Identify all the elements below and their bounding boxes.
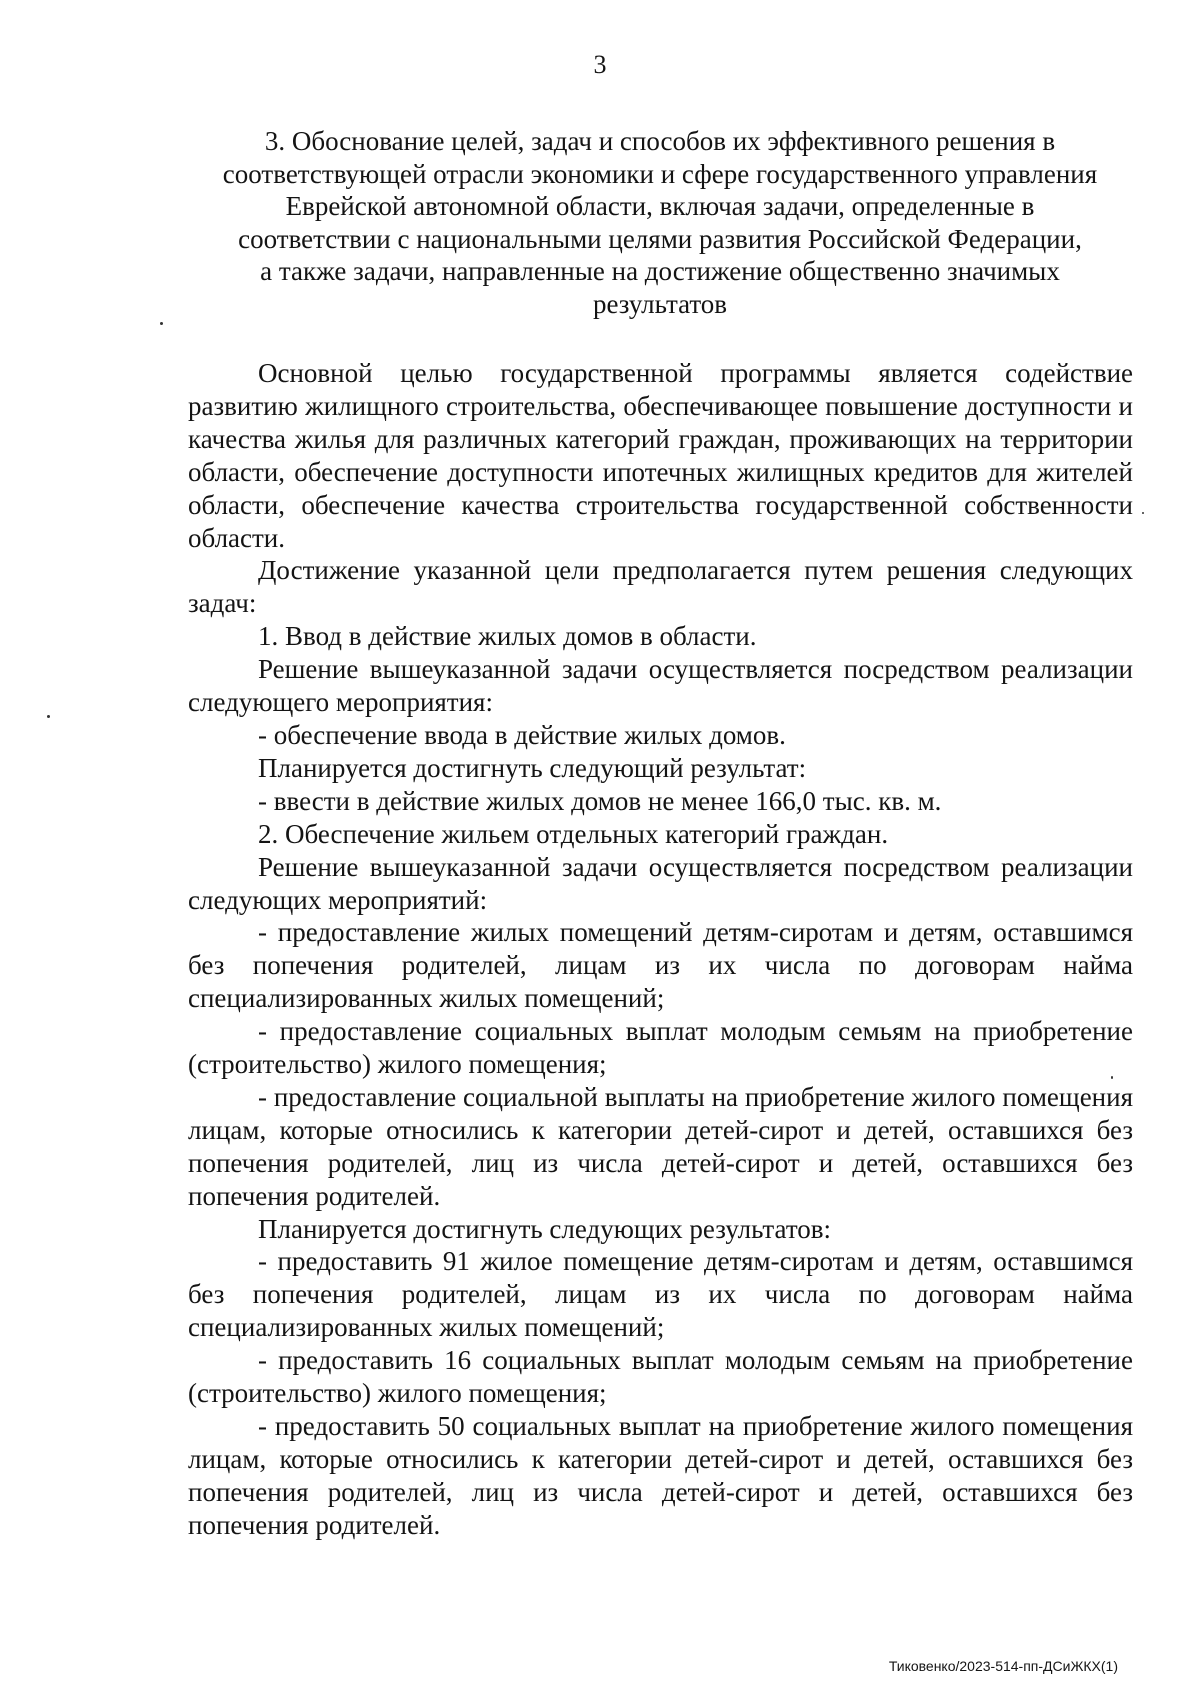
heading-line: а также задачи, направленные на достижение общественно значимых — [260, 256, 1060, 286]
heading-line: результатов — [592, 288, 728, 319]
document-body — [188, 357, 1133, 1542]
heading-line: соответствующей отрасли экономики и сфере государственного управления — [222, 158, 1098, 189]
scan-speck — [160, 322, 163, 325]
paragraph-tasks-intro: Достижение указанной цели предполагается путем решения следующих задач: — [188, 555, 1133, 619]
list-item: - предоставить 91 жилое помещение детям-сиротам и детям, оставшимся без попечения родителей, лицам из их числа по договорам найма специализированных жилых помещений; — [188, 1246, 1133, 1343]
section-heading — [170, 125, 1150, 320]
list-item: - обеспечение ввода в действие жилых домов. — [258, 719, 786, 750]
heading-line: соответствии с национальными целями развития Российской Федерации, — [238, 223, 1082, 254]
task-2: 2. Обеспечение жильем отдельных категорий граждан. — [258, 818, 889, 849]
list-item: - предоставление социальных выплат молодым семьям на приобретение (строительство) жилого помещения; — [188, 1016, 1133, 1080]
paragraph-task-1-solution: Решение вышеуказанной задачи осуществляется посредством реализации следующего мероприятия: — [188, 654, 1133, 718]
list-item: - предоставление социальной выплаты на приобретение жилого помещения лицам, которые относились к категории детей-сирот и детей, оставшихся без попечения родителей, лиц из числа детей-сирот и детей, оставшихся без попечения родителей. — [188, 1081, 1133, 1211]
list-item: - предоставить 50 социальных выплат на приобретение жилого помещения лицам, которые относились к категории детей-сирот и детей, оставшихся без попечения родителей, лиц из числа детей-сирот и детей, оставшихся без попечения родителей. — [188, 1411, 1133, 1540]
scan-speck — [1142, 512, 1144, 514]
scan-speck — [47, 715, 50, 718]
page-number: 3 — [593, 50, 607, 79]
list-item: - предоставление жилых помещений детям-сиротам и детям, оставшимся без попечения родителей, лицам из их числа по договорам найма специализированных жилых помещений; — [188, 917, 1133, 1014]
paragraph-goal: Основной целью государственной программы является содействие развитию жилищного строительства, обеспечивающее повышение доступности и качества жилья для различных категорий граждан, проживающих на территории области, обеспечение доступности ипотечных жилищных кредитов для жителей области, обеспечение качества строительства государственной собственности области. — [188, 358, 1133, 553]
paragraph-task-2-solution: Решение вышеуказанной задачи осуществляется посредством реализации следующих мероприятий: — [188, 851, 1133, 915]
task-1: 1. Ввод в действие жилых домов в области. — [258, 621, 757, 652]
document-footer-code: Тиковенко/2023-514-пп-ДСиЖКХ(1) — [888, 1658, 1118, 1674]
paragraph-result-intro: Планируется достигнуть следующий результат: — [258, 752, 807, 783]
paragraph-results-intro: Планируется достигнуть следующих результатов: — [258, 1213, 832, 1244]
list-item: - ввести в действие жилых домов не менее 166,0 тыс. кв. м. — [258, 785, 942, 816]
heading-line: 3. Обоснование целей, задач и способов их эффективного решения в — [264, 126, 1056, 156]
list-item: - предоставить 16 социальных выплат молодым семьям на приобретение (строительство) жилого помещения; — [188, 1345, 1133, 1409]
heading-line: Еврейской автономной области, включая задачи, определенные в — [285, 191, 1035, 221]
scan-speck — [1111, 1076, 1113, 1079]
